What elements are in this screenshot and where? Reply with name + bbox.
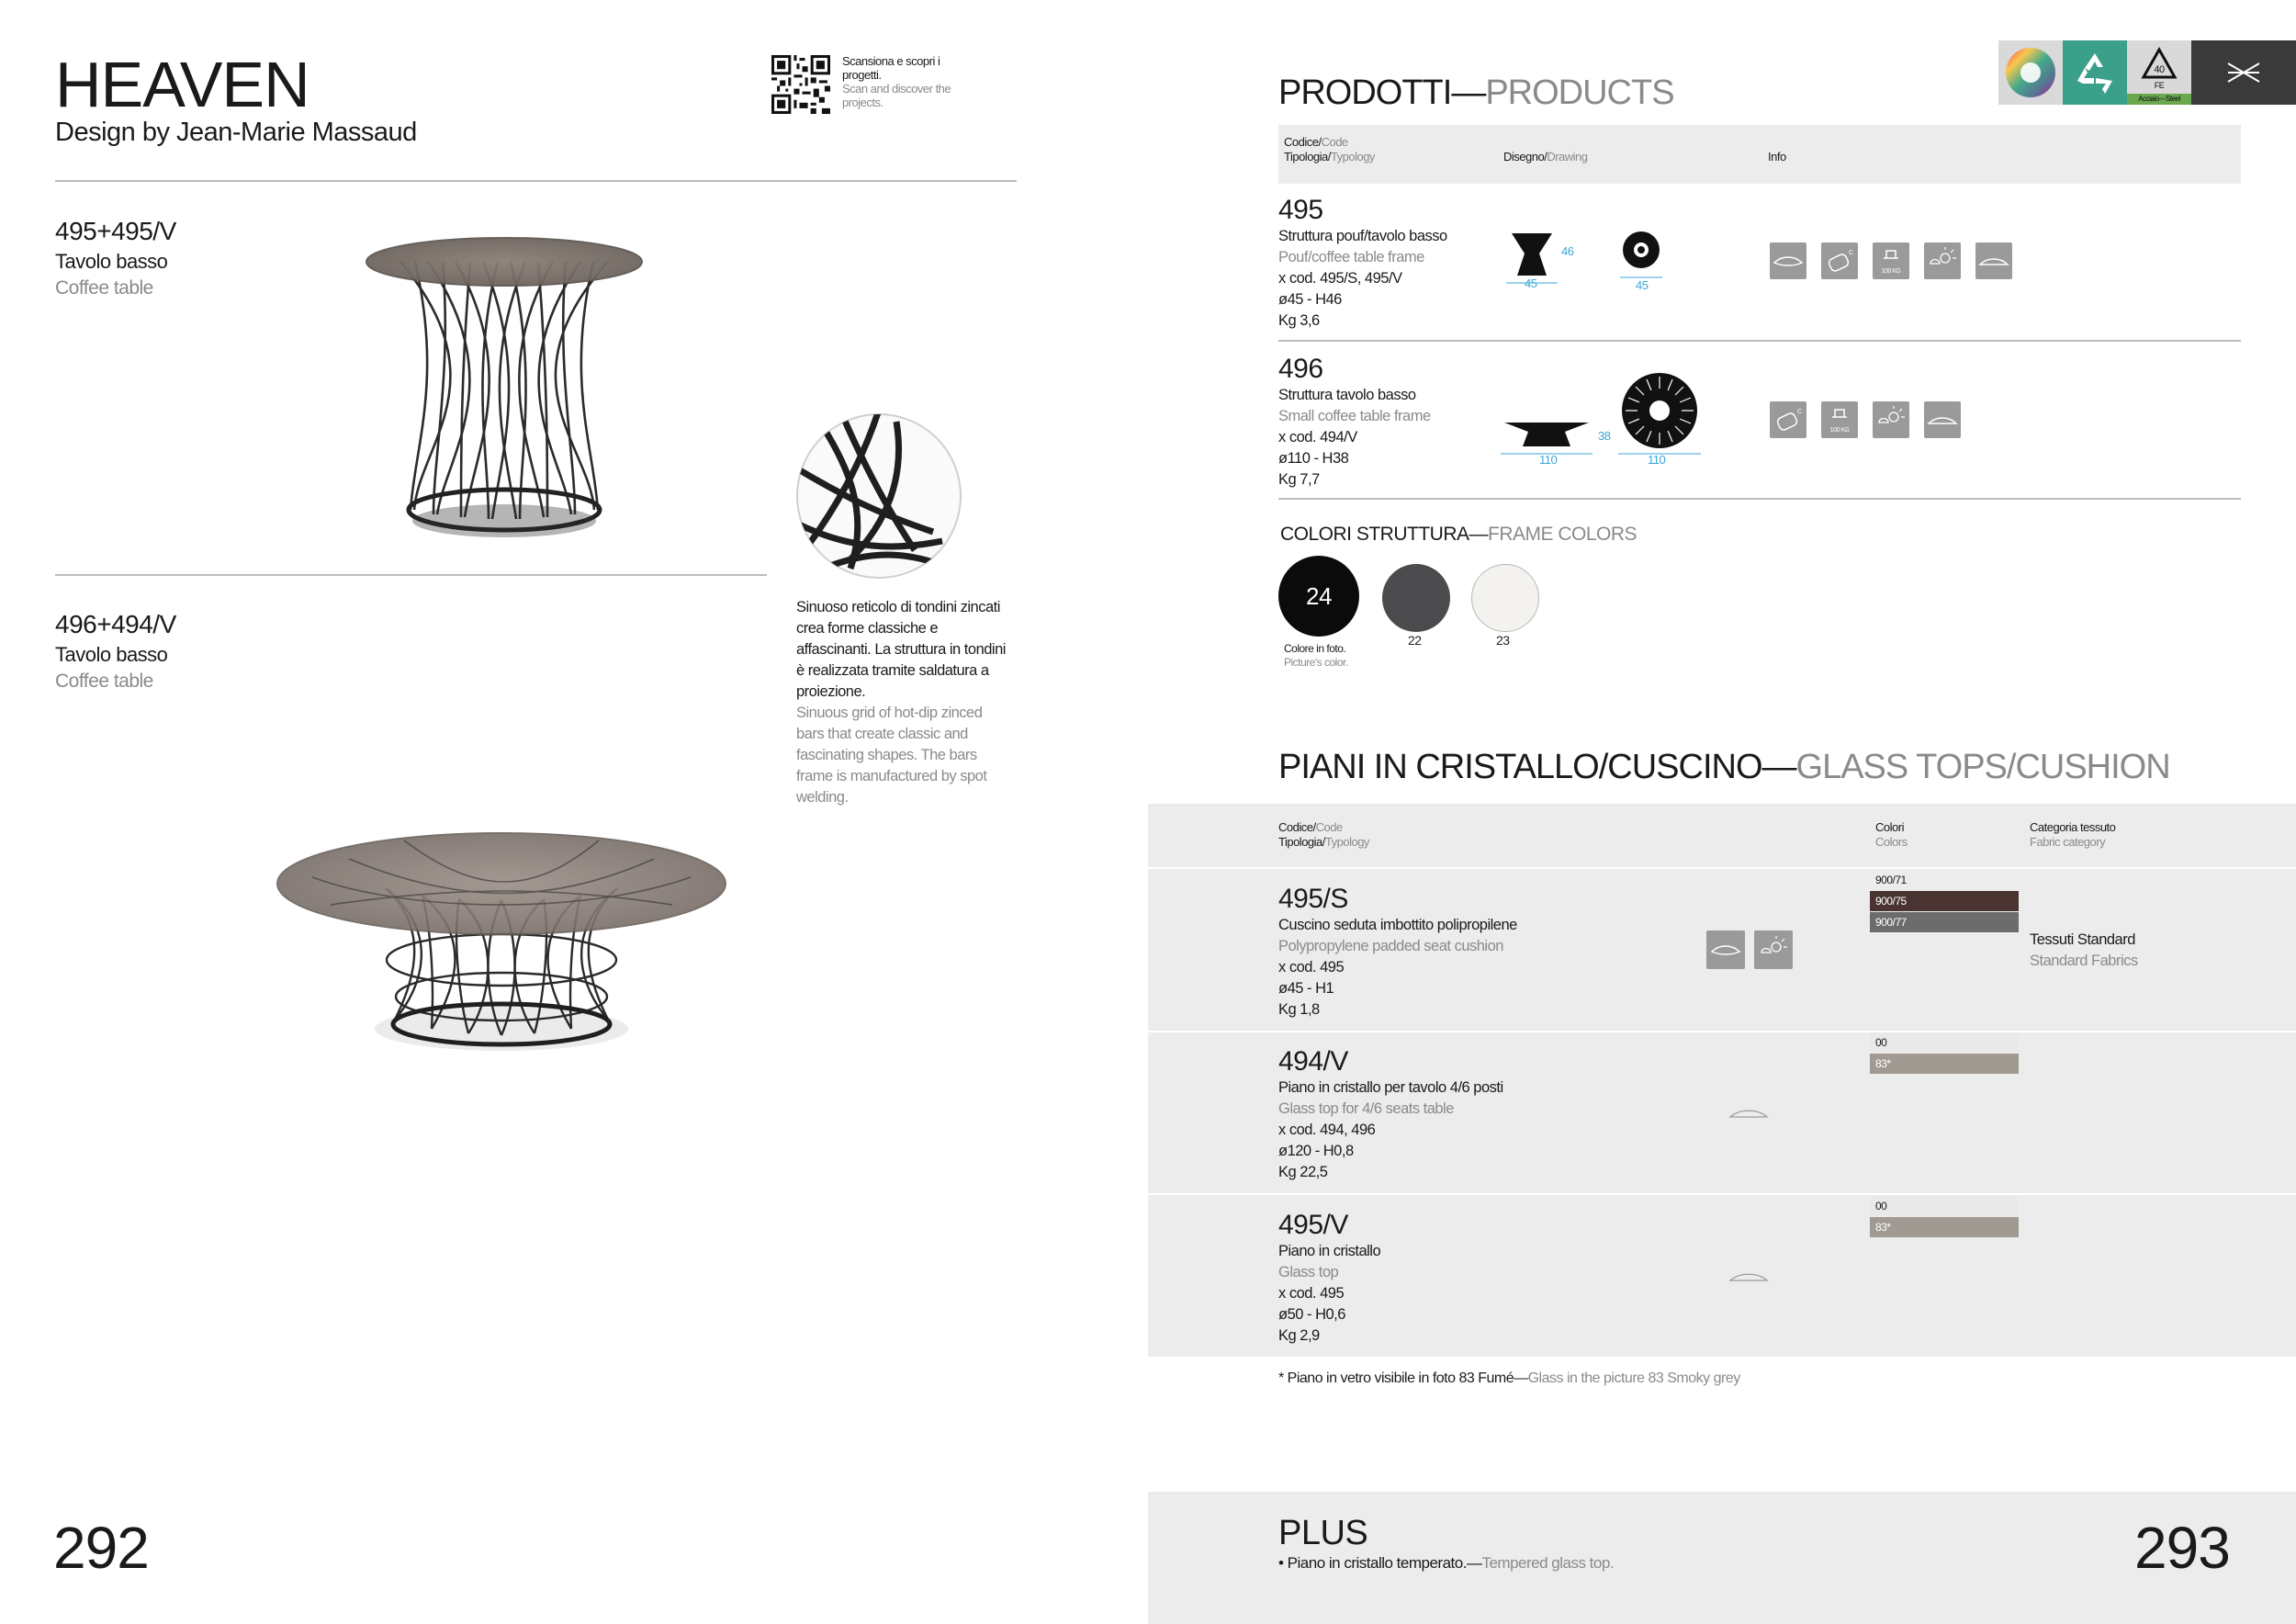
collection-title: HEAVEN [55,49,310,120]
frame-colors-title-it: COLORI STRUTTURA [1280,524,1469,545]
description [796,597,1007,808]
row-line-it: Cuscino seduta imbottito polipropilene [1278,917,1517,933]
footnote-it: * Piano in vetro visibile in foto 83 Fumé— [1278,1370,1528,1386]
frame-color-swatch-23[interactable] [1471,564,1539,632]
frame-colors-title-en: FRAME COLORS [1488,524,1638,545]
row-weight: Kg 7,7 [1278,471,1320,488]
color-chip-83[interactable]: 83* [1870,1054,2019,1074]
row-weight: Kg 22,5 [1278,1164,1328,1180]
row-line-it: Piano in cristallo [1278,1243,1381,1259]
dim-height-495: 46 [1561,244,1574,258]
product-row-496 [1278,354,1431,491]
row-line-it: Struttura tavolo basso [1278,387,1416,403]
row-dims: ø110 - H38 [1278,450,1349,467]
page-number-left: 292 [53,1515,149,1581]
row-code: 494/V [1278,1046,1348,1077]
col-type-it: Tipologia/ [1284,150,1331,164]
recycle-number: 40 [2154,64,2165,75]
photo-color-en: Picture's color. [1284,656,1348,669]
cushion-icon [1770,401,1806,438]
col-code-en: Code [1321,135,1348,149]
product-name-it: Tavolo basso [55,643,168,666]
col-drawing-en: Drawing [1547,150,1588,164]
drawing-top-495 [1620,230,1662,281]
col-colors-en: Colors [1875,835,1908,849]
steel-recycling-logo [2127,40,2191,105]
row-xcod: x cod. 495 [1278,959,1345,976]
dim-width-495: 45 [1525,276,1537,290]
col-code-typology [1284,135,1375,164]
glass-row-divider-1 [1148,1031,2296,1032]
fabric-it: Tessuti Standard [2030,931,2135,948]
col-type-en: Typology [1324,835,1369,849]
glass-head-divider [1148,867,2296,869]
glass-title-it: PIANI IN CRISTALLO/CUSCINO [1278,748,1762,786]
product-name-it: Tavolo basso [55,250,168,273]
product-label-495 [55,217,176,299]
row-line-en: Small coffee table frame [1278,408,1431,424]
col-drawing-it: Disegno/ [1503,150,1548,164]
products-table-header [1278,125,2241,184]
col-code-en: Code [1315,820,1343,834]
row-xcod: x cod. 494/V [1278,429,1357,445]
product-name-en: Coffee table [55,277,153,299]
glass-row-495S [1278,884,1517,1021]
frame-detail-image [795,412,962,580]
glass-row-divider-2 [1148,1193,2296,1195]
emu-logo [2191,40,2296,105]
row-line-en: Glass top for 4/6 seats table [1278,1100,1454,1117]
dim-width-496: 110 [1539,453,1558,467]
dim-top-496: 110 [1648,453,1666,467]
load-100kg-icon [1821,401,1858,438]
glass-col-code-typology [1278,820,1369,850]
color-chip-00[interactable]: 00 [1870,1196,2019,1216]
col-info: Info [1768,150,1786,164]
row-dims: ø45 - H1 [1278,980,1334,997]
steel-label: Acciaio—Steel [2127,94,2191,105]
col-fabric-it: Categoria tessuto [2030,820,2116,834]
load-label: 100 KG [1829,427,1850,434]
lens-icon [1706,930,1745,969]
row-weight: Kg 3,6 [1278,312,1320,329]
products-title-it: PRODOTTI [1278,73,1452,112]
glass-icon [1924,401,1961,438]
recycle-code: FE [2154,81,2165,90]
color-chip-00[interactable]: 00 [1870,1032,2019,1053]
row-dims: ø120 - H0,8 [1278,1143,1354,1159]
row-dims: ø50 - H0,6 [1278,1306,1345,1323]
products-title-en: PRODUCTS [1485,73,1674,112]
col-colors-it: Colori [1875,820,1904,834]
col-drawing [1503,150,1588,164]
emu-logo-icon [2191,40,2296,105]
row-weight: Kg 2,9 [1278,1327,1320,1344]
glass-title: PIANI IN CRISTALLO/CUSCINO—GLASS TOPS/CUSHION [1278,748,2170,786]
glass-row-495V [1278,1210,1380,1347]
outdoor-weather-icon [1873,401,1909,438]
product-code: 495+495/V [55,217,176,245]
recycle-icon [2063,40,2127,105]
qr-caption-en: Scan and discover the projects. [842,82,951,109]
glass-col-colors [1875,820,1908,850]
row-xcod: x cod. 494, 496 [1278,1122,1376,1138]
plus-title: PLUS [1278,1514,1368,1552]
plus-it: • Piano in cristallo temperato.— [1278,1554,1482,1572]
row-weight: Kg 1,8 [1278,1001,1320,1018]
frame-colors-title: COLORI STRUTTURA—FRAME COLORS [1280,524,1638,545]
glass-icon [1975,242,2012,279]
dim-height-496: 38 [1598,429,1611,443]
swatch-label-23: 23 [1496,633,1510,648]
recycle-logo [2063,40,2127,105]
plus-en: Tempered glass top. [1481,1554,1615,1572]
row-divider-2 [1278,498,2241,500]
recycle-triangle-icon [2127,40,2191,94]
row-line-en: Polypropylene padded seat cushion [1278,938,1503,954]
page-number-right: 293 [2134,1515,2230,1581]
products-title: PRODOTTI—PRODUCTS [1278,73,1674,112]
col-code-it: Codice/ [1284,135,1322,149]
plus-text [1278,1554,1614,1573]
color-chip-900-75[interactable]: 900/75 [1870,891,2019,911]
color-wheel-icon [1998,40,2063,105]
row-divider-1 [1278,340,2241,342]
qr-caption-it: Scansiona e scopri i progetti. [842,54,940,82]
coffee-table-495-image [364,234,645,537]
load-100kg-icon [1873,242,1909,279]
row-line-en: Glass top [1278,1264,1339,1280]
fabric-en: Standard Fabrics [2030,953,2138,969]
middle-divider [55,574,767,576]
frame-color-swatch-22[interactable] [1382,564,1450,632]
product-name-en: Coffee table [55,671,153,692]
svg-text:C: C [1797,409,1802,415]
qr-caption [842,54,971,109]
load-label: 100 KG [1881,268,1901,275]
row-code: 495/S [1278,884,1348,914]
product-row-495 [1278,195,1447,332]
drawing-top-496 [1618,371,1701,456]
swatch-label-22: 22 [1408,633,1422,648]
fabric-category [2030,930,2138,972]
color-chip-900-77[interactable]: 900/77 [1870,912,2019,932]
outdoor-weather-icon [1924,242,1961,279]
footnote-en: Glass in the picture 83 Smoky grey [1527,1370,1740,1386]
glass-title-en: GLASS TOPS/CUSHION [1795,748,2170,786]
cushion-icon [1821,242,1858,279]
col-fabric-en: Fabric category [2030,835,2106,849]
row-xcod: x cod. 495/S, 495/V [1278,270,1402,287]
drawing-side-496 [1501,415,1593,456]
row-dims: ø45 - H46 [1278,291,1342,308]
row-code: 495/V [1278,1210,1348,1240]
qr-code-icon[interactable] [771,55,830,114]
designer-credit: Design by Jean-Marie Massaud [55,118,417,147]
col-code-it: Codice/ [1278,820,1316,834]
color-chip-900-71[interactable]: 900/71 [1870,870,2019,890]
row-xcod: x cod. 495 [1278,1285,1345,1302]
glass-col-fabric [2030,820,2115,850]
photo-color-caption [1284,642,1348,670]
row-line-en: Pouf/coffee table frame [1278,249,1424,265]
swatch-code: 24 [1306,582,1332,610]
frame-color-swatch-24[interactable] [1278,556,1359,637]
glass-top-drawing-icon [1728,1270,1769,1283]
photo-color-it: Colore in foto. [1284,642,1346,655]
product-label-496 [55,610,176,693]
col-type-it: Tipologia/ [1278,835,1325,849]
row-line-it: Piano in cristallo per tavolo 4/6 posti [1278,1079,1503,1096]
color-wheel-logo [1998,40,2063,105]
row-code: 495 [1278,195,1323,225]
coffee-table-496-image [276,831,727,1061]
product-code: 496+494/V [55,610,176,638]
svg-text:C: C [1849,250,1853,256]
dim-top-495: 45 [1636,278,1649,292]
glass-row-494V [1278,1046,1503,1183]
description-en: Sinuous grid of hot-dip zinced bars that create classic and fascinating shapes. The bars frame is manufactured by spot welding. [796,705,987,806]
row-line-it: Struttura pouf/tavolo basso [1278,228,1447,244]
col-type-en: Typology [1330,150,1375,164]
row-code: 496 [1278,354,1323,384]
top-divider [55,180,1017,182]
outdoor-weather-icon [1754,930,1793,969]
glass-top-drawing-icon [1728,1107,1769,1120]
description-it: Sinuoso reticolo di tondini zincati crea forme classiche e affascinanti. La struttura in tondini è realizzata tramite saldatura a proiezione. [796,599,1006,700]
lens-icon [1770,242,1806,279]
glass-footnote [1278,1370,1740,1387]
color-chip-83[interactable]: 83* [1870,1217,2019,1237]
